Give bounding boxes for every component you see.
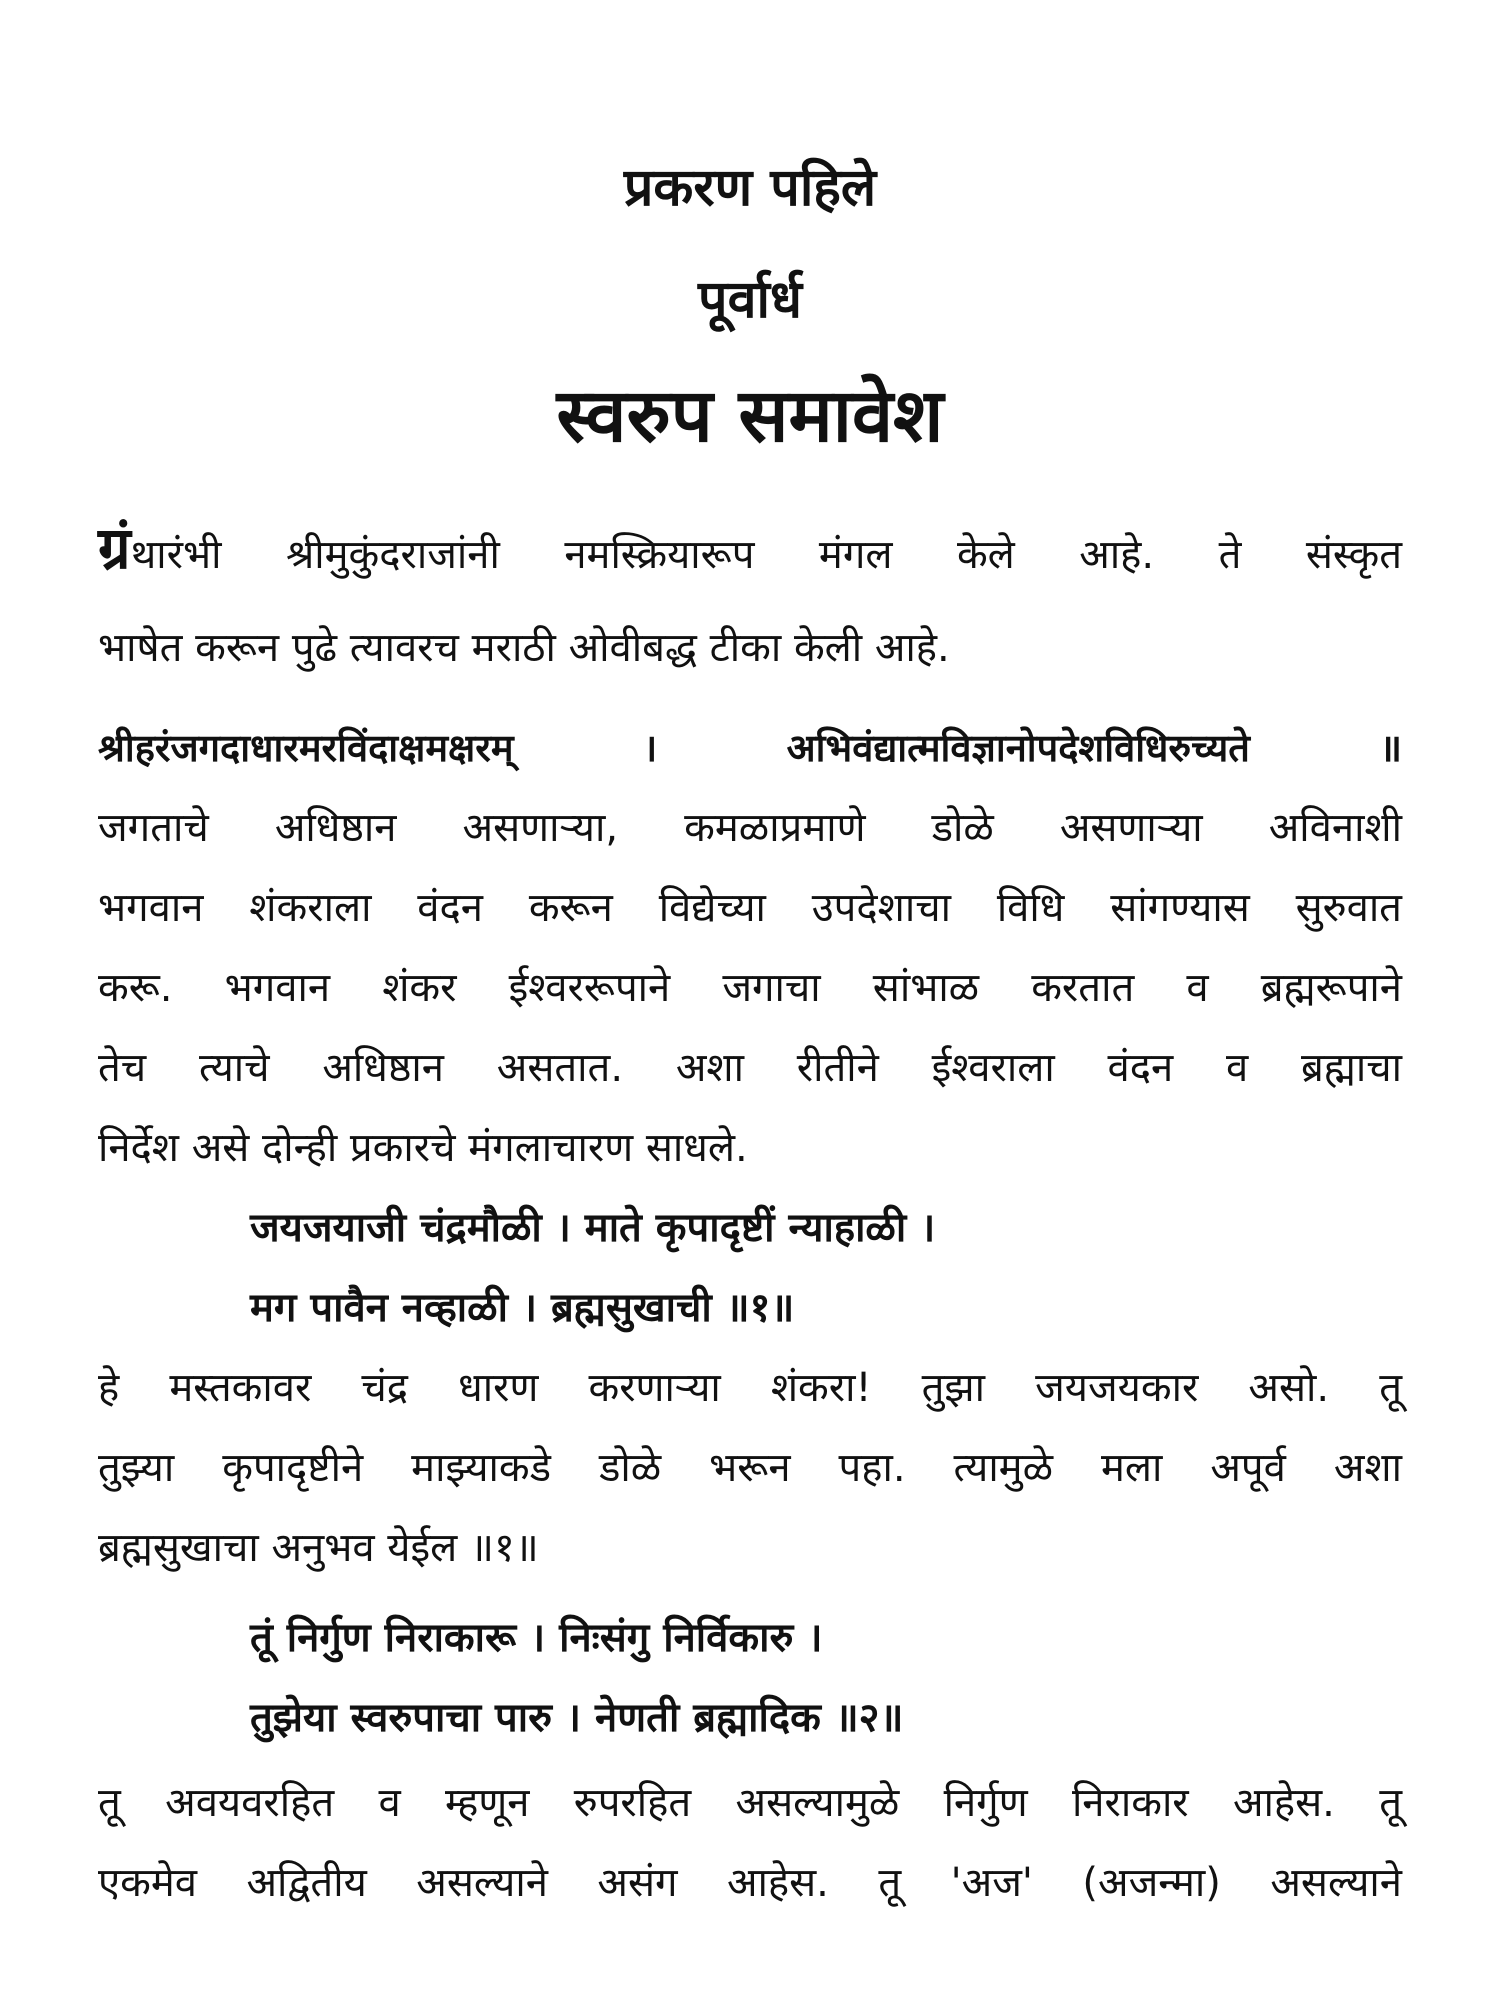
para3-line-2: एकमेव अद्वितीय असल्याने असंग आहेस. तू 'अज' (अजन्मा) असल्याने	[98, 1860, 1402, 1906]
part-heading: पूर्वार्ध	[698, 270, 802, 330]
intro-line-1	[98, 514, 1402, 583]
verse1-line-1: जयजयाजी चंद्रमौळी । माते कृपादृष्टीं न्याहाळी ।	[250, 1205, 936, 1251]
verse2-line-1: तूं निर्गुण निराकारू । निःसंगु निर्विकारु ।	[250, 1615, 823, 1661]
para1-line-1: जगताचे अधिष्ठान असणाऱ्या, कमळाप्रमाणे डोळे असणाऱ्या अविनाशी	[98, 805, 1402, 851]
para1-line-5: निर्देश असे दोन्ही प्रकारचे मंगलाचारण साधले.	[98, 1125, 748, 1171]
para2-line-3: ब्रह्मसुखाचा अनुभव येईल ॥१॥	[98, 1525, 539, 1571]
para1-line-2: भगवान शंकराला वंदन करून विद्येच्या उपदेशाचा विधि सांगण्यास सुरुवात	[98, 885, 1402, 931]
para2-line-2: तुझ्या कृपादृष्टीने माझ्याकडे डोळे भरून पहा. त्यामुळे मला अपूर्व अशा	[98, 1445, 1402, 1491]
intro-line-2: भाषेत करून पुढे त्यावरच मराठी ओवीबद्ध टीका केली आहे.	[98, 625, 950, 671]
para3-line-1: तू अवयवरहित व म्हणून रुपरहित असल्यामुळे निर्गुण निराकार आहेस. तू	[98, 1780, 1402, 1826]
para1-line-3: करू. भगवान शंकर ईश्वररूपाने जगाचा सांभाळ करतात व ब्रह्मरूपाने	[98, 965, 1402, 1011]
intro-line-1-text: थारंभी श्रीमुकुंदराजांनी नमस्क्रियारूप मंगल केले आहे. ते संस्कृत	[130, 532, 1402, 578]
verse1-line-2: मग पावैन नव्हाळी । ब्रह्मसुखाची ॥१॥	[250, 1285, 795, 1331]
verse2-line-2: तुझेया स्वरुपाचा पारु । नेणती ब्रह्मादिक ॥२॥	[250, 1695, 904, 1741]
section-title: स्वरुप समावेश	[556, 373, 944, 459]
intro-dropcap: ग्रं	[98, 514, 131, 582]
sanskrit-sloka: श्रीहरंजगदाधारमरविंदाक्षमक्षरम् । अभिवंद्यात्मविज्ञानोपदेशविधिरुच्यते ॥	[98, 726, 1402, 770]
para1-line-4: तेच त्याचे अधिष्ठान असतात. अशा रीतीने ईश्वराला वंदन व ब्रह्माचा	[98, 1045, 1402, 1091]
para2-line-1: हे मस्तकावर चंद्र धारण करणाऱ्या शंकरा! तुझा जयजयकार असो. तू	[98, 1365, 1402, 1411]
chapter-heading: प्रकरण पहिले	[623, 158, 877, 218]
